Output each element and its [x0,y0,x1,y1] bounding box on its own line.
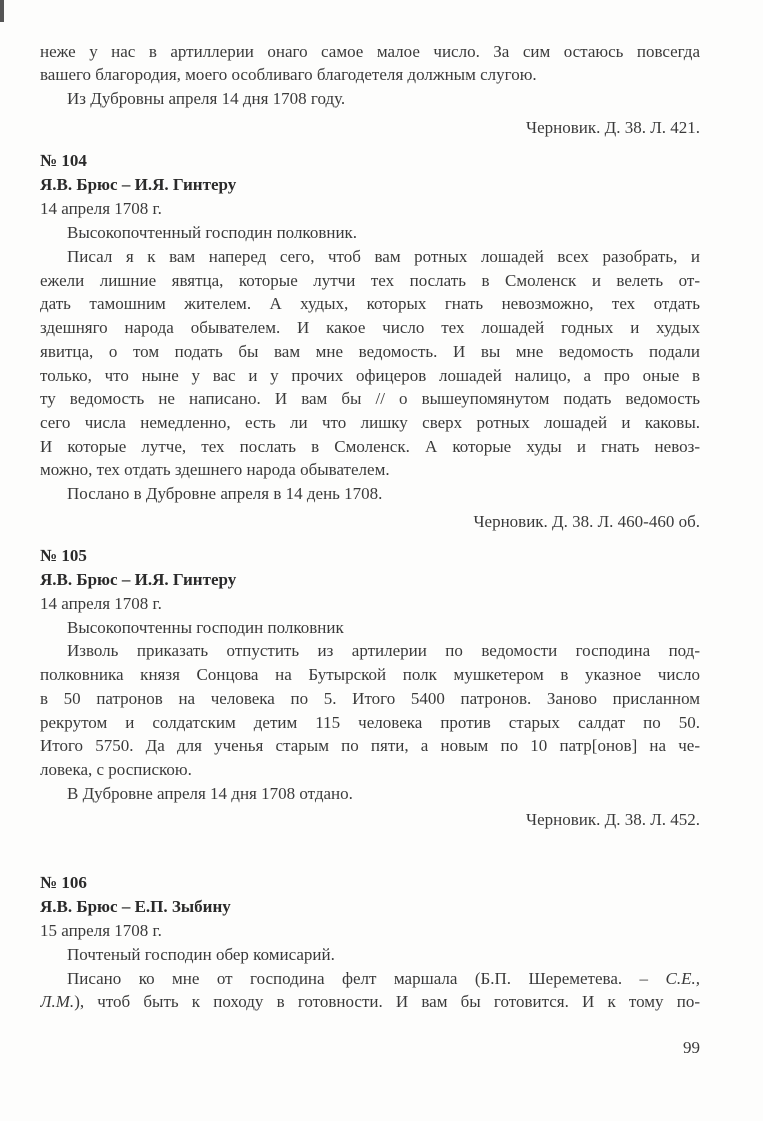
editor-initials: С.Е., [665,969,700,988]
archive-reference: Черновик. Д. 38. Л. 460-460 об. [473,512,700,531]
text-line: можно, тех отдать здешнего народа обывателем. [40,460,390,479]
text-line: вашего благородия, моего особливаго благодетеля должным слугою. [40,65,537,84]
salutation: Высокопочтенны господин полковник [67,618,344,637]
page-number: 99 [683,1038,700,1057]
text-line: явитца, о том подать бы вам мне ведомость. И вы мне ведомость подали [40,342,700,361]
text-line: сего числа немедленно, есть ли что лишку сверх ротных лошадей и каковы. [40,413,700,432]
text-line: в 50 патронов на человека по 5. Итого 5400 патронов. Заново присланном [40,689,700,708]
archive-reference: Черновик. Д. 38. Л. 452. [526,810,700,829]
text-line: И которые лутче, тех послать в Смоленск. А которые худы и гнать невоз- [40,437,700,456]
document-date: 14 апреля 1708 г. [40,594,162,613]
document-title: Я.В. Брюс – И.Я. Гинтеру [40,570,237,589]
text-line: ловека, с роспискою. [40,760,192,779]
text-segment: ), чтоб быть к походу в готовности. И вам бы готовится. И к тому по- [74,992,700,1011]
text-line: Изволь приказать отпустить из артилерии по ведомости господина под- [67,641,700,660]
text-segment: Писано ко мне от господина фелт маршала (Б.П. Шереметева. – [67,969,649,988]
text-line: рекрутом и солдатским детим 115 человека против старых салдат по 50. [40,713,700,732]
document-number: № 106 [40,873,87,892]
text-line: дать тамошним жителем. А худых, которых гнать невозможно, тех отдать [40,294,700,313]
document-number: № 104 [40,151,87,170]
text-line [67,969,700,989]
text-line: ту ведомость не написано. И вам бы // о вышеупомянутом подать ведомость [40,389,700,408]
text-line: только, что ныне у вас и у прочих офицеров лошадей налицо, а про оные в [40,366,700,385]
document-title: Я.В. Брюс – И.Я. Гинтеру [40,175,237,194]
text-line: полковника князя Сонцова на Бутырской полк мушкетером в указное число [40,665,700,684]
salutation: Высокопочтенный господин полковник. [67,223,358,242]
text-line: неже у нас в артиллерии онаго самое малое число. За сим остаюсь повсегда [40,42,700,61]
closing-line: В Дубровне апреля 14 дня 1708 отдано. [67,784,353,803]
text-line: Писал я к вам наперед сего, чтоб вам ротных лошадей всех разобрать, и [67,247,700,266]
archive-reference: Черновик. Д. 38. Л. 421. [526,118,700,137]
closing-line: Послано в Дубровне апреля в 14 день 1708. [67,484,383,503]
scan-edge-mark [0,0,4,22]
closing-line: Из Дубровны апреля 14 дня 1708 году. [67,89,346,108]
text-line [40,992,700,1012]
editor-initials: Л.М. [40,992,75,1011]
document-date: 14 апреля 1708 г. [40,199,162,218]
text-line: ежели лишние явятца, которые лутчи тех послать в Смоленск и велеть от- [40,271,700,290]
document-title: Я.В. Брюс – Е.П. Зыбину [40,897,231,916]
salutation: Почтеный господин обер комисарий. [67,945,335,964]
text-line: здешняго народа обывателем. И какое число тех лошадей годных и худых [40,318,700,337]
document-number: № 105 [40,546,87,565]
text-line: Итого 5750. Да для ученья старым по пяти, а новым по 10 патр[онов] на че- [40,736,700,755]
document-date: 15 апреля 1708 г. [40,921,162,940]
